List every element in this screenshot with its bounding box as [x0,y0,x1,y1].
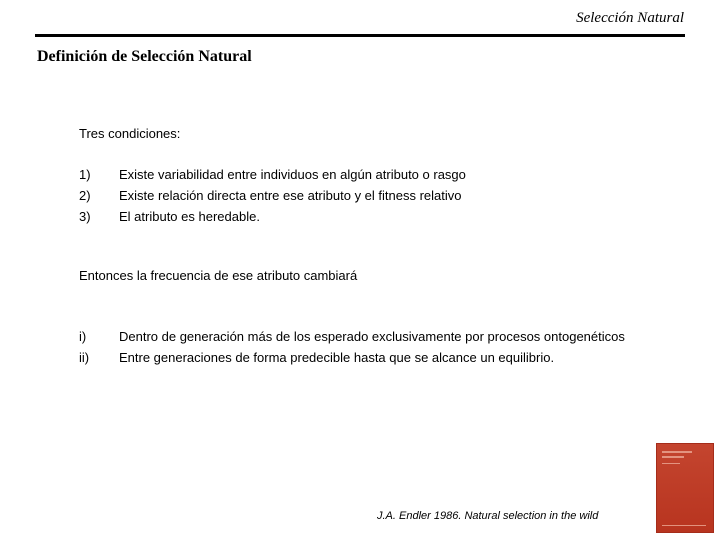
book-author-mark [662,463,680,464]
book-publisher-mark [662,525,706,526]
list-item-text: El atributo es heredable. [119,209,260,224]
header-title: Selección Natural [576,10,684,26]
list-marker: 1) [79,167,91,182]
list-marker: i) [79,329,87,344]
list-item [79,326,625,347]
list-item [79,347,625,368]
list-marker: 3) [79,209,91,224]
book-title-mark [662,456,684,458]
slide-title: Definición de Selección Natural [37,48,252,65]
conditions-list [79,164,466,227]
list-marker: 2) [79,188,91,203]
consequence-list [79,326,625,368]
list-item-text: Dentro de generación más de los esperado exclusivamente por procesos ontogenéticos [119,329,625,344]
book-cover-image [656,443,714,533]
list-item-text: Existe variabilidad entre individuos en algún atributo o rasgo [119,167,466,182]
list-item [79,164,466,185]
header-divider [35,34,685,37]
list-marker: ii) [79,350,90,365]
list-item-text: Existe relación directa entre ese atributo y el fitness relativo [119,188,462,203]
consequence-intro: Entonces la frecuencia de ese atributo cambiará [79,268,358,283]
book-title-mark [662,451,692,453]
list-item-text: Entre generaciones de forma predecible hasta que se alcance un equilibrio. [119,350,555,365]
list-item [79,185,466,206]
list-item [79,206,466,227]
citation-text: J.A. Endler 1986. Natural selection in the wild [377,510,599,522]
conditions-intro: Tres condiciones: [79,126,181,141]
